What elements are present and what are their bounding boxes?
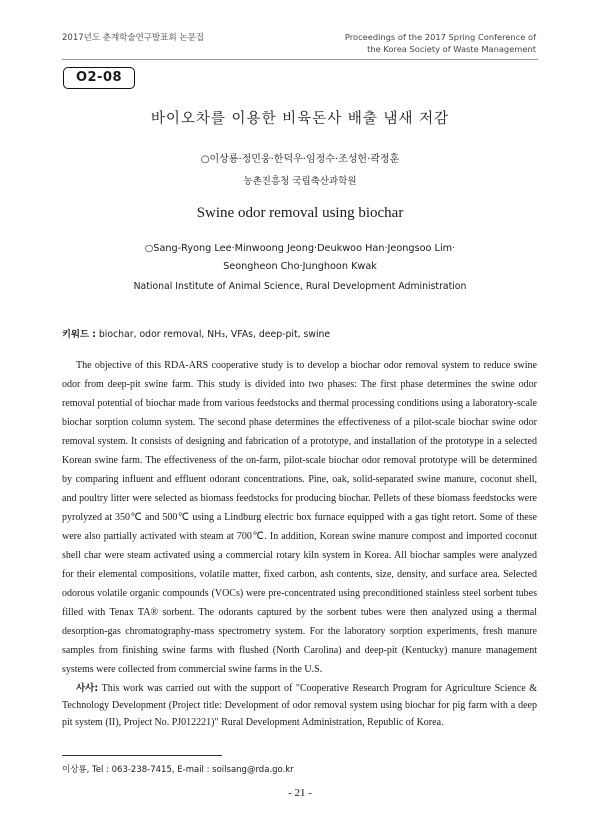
english-affiliation: National Institute of Animal Science, Rural Development Administration [133, 281, 467, 292]
korean-title: 바이오차를 이용한 비육돈사 배출 냄새 저감 [150, 111, 450, 127]
header-divider [62, 59, 538, 60]
english-authors-line-1: ○Sang-Ryong Lee·Minwoong Jeong·Deukwoo Han·Jeongsoo Lim· [144, 243, 456, 254]
korean-affiliation: 농촌진흥청 국립축산과학원 [243, 176, 357, 187]
header-line-1: Proceedings of the 2017 Spring Conference of [344, 32, 536, 42]
page-number: - 21 - [288, 787, 312, 799]
keywords-text: biochar, odor removal, NH₃, VFAs, deep-pit, swine [98, 329, 331, 340]
acknowledgment-label: 사사: [76, 683, 99, 694]
korean-authors: ○이상룡·정민웅·한덕우·임정수·조성헌·곽정훈 [200, 154, 400, 165]
proceedings-header-english [345, 31, 536, 55]
proceedings-header-korean: 2017년도 춘계학술연구발표회 논문집 [62, 33, 204, 43]
acknowledgment-text: This work was carried out with the support of "Cooperative Research Program for Agriculture Science & Technology Development (Project title: Development of odor removal system using biochar for pig farm with a deep pit system (II), Project No. PJ012221)" Rural Development Administration, Republic of Korea. [62, 683, 537, 728]
header-line-2: the Korea Society of Waste Management [367, 44, 536, 54]
english-authors [0, 240, 600, 276]
keywords-label: 키워드 : [62, 329, 96, 340]
english-authors-line-2: Seongheon Cho·Junghoon Kwak [223, 261, 377, 272]
acknowledgment [62, 680, 537, 731]
english-title: Swine odor removal using biochar [196, 205, 404, 221]
session-badge: O2-08 [63, 67, 135, 89]
corresponding-author-footnote: 이상룡, Tel : 063-238-7415, E-mail : soilsang@rda.go.kr [62, 765, 294, 775]
keywords [62, 326, 330, 340]
abstract-body: The objective of this RDA-ARS cooperative study is to develop a biochar odor removal system to reduce swine odor from deep-pit swine farm. This study is divided into two phases: The first phase determines the swine odor removal potential of biochar made from various feedstocks and thermal processing conditions using a laboratory-scale biochar sorption column system. The second phase determines the effectiveness of a pilot-scale biochar swine odor removal system. It consists of designing and fabrication of a prototype, and installation of the prototype in a selected Korean swine farm. The effectiveness of the on-farm, pilot-scale biochar odor removal prototype will be determined by comparing influent and effluent odorant concentrations. Pine, oak, solid-separated swine manure, coconut shell, and poultry litter were selected as biomass feedstocks for producing biochar. Pellets of these biomass feedstocks were pyrolyzed at 350℃ and 500℃ using a Lindburg electric box furnace equipped with a gas tight retort. Some of these were also partially activated with steam at 700℃. In addition, Korean swine manure compost and imported coconut shell char were steam activated using a commercial rotary kiln system in Korea. All biochar samples were analyzed for their elemental compositions, volatile matter, fixed carbon, ash contents, size, density, and surface area. Selected odorous volatile organic compounds (VOCs) were pre-concentrated using preconditioned stainless steel sorbent tubes filled with Tenax TA® sorbent. The odorants captured by the sorbent tubes were then analyzed using a thermal desorption-gas chromatography-mass spectrometry system. For the laboratory sorption experiments, fresh manure samples from finishing swine farms with flushed (North Carolina) and deep-pit (Kentucky) manure management systems were collected from commercial swine farms in the U.S. [62, 360, 537, 675]
footnote-divider [62, 755, 222, 756]
